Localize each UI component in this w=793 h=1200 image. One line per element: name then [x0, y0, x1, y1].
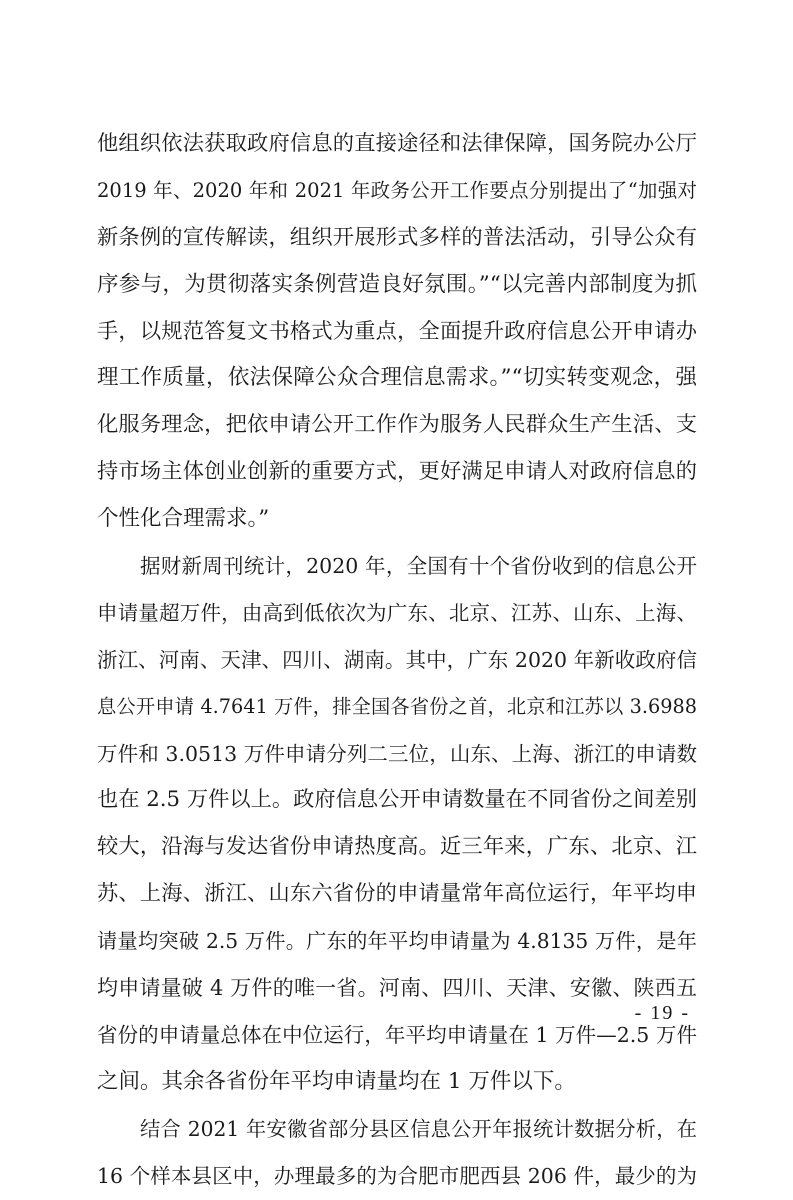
paragraph-2-line-11: 省份的申请量总体在中位运行，年平均申请量在 1 万件—2.5 万件 — [97, 1022, 697, 1047]
paragraph-2-line-9: 请量均突破 2.5 万件。广东的年平均申请量为 4.8135 万件，是年 — [97, 929, 697, 954]
paragraph-1-line-1: 他组织依法获取政府信息的直接途径和法律保障，国务院办公厅 — [97, 131, 697, 156]
page-number: - 19 - — [634, 1002, 690, 1024]
paragraph-1-line-6: 理工作质量，依法保障公众合理信息需求。”“切实转变观念，强 — [97, 365, 697, 391]
paragraph-2-line-3: 浙江、河南、天津、四川、湖南。其中，广东 2020 年新收政府信 — [97, 647, 697, 672]
paragraph-1-line-9: 个性化合理需求。” — [97, 506, 270, 532]
paragraph-2-line-1: 据财新周刊统计，2020 年，全国有十个省份收到的信息公开 — [140, 554, 697, 579]
paragraph-2-line-6: 也在 2.5 万件以上。政府信息公开申请数量在不同省份之间差别 — [97, 787, 697, 813]
paragraph-2-line-10: 均申请量破 4 万件的唯一省。河南、四川、天津、安徽、陕西五 — [97, 976, 697, 1001]
body-text — [97, 121, 697, 1199]
paragraph-1-line-4: 序参与，为贯彻落实条例营造良好氛围。”“以完善内部制度为抓 — [97, 271, 697, 297]
paragraph-2-line-5: 万件和 3.0513 万件申请分列二三位，山东、上海、浙江的申请数 — [97, 741, 697, 766]
paragraph-1-line-3: 新条例的宣传解读，组织开展形式多样的普法活动，引导公众有 — [97, 224, 697, 250]
paragraph-3-line-2: 16 个样本县区中，办理最多的为合肥市肥西县 206 件，最少的为 — [97, 1163, 697, 1188]
paragraph-2-line-4: 息公开申请 4.7641 万件，排全国各省份之首，北京和江苏以 3.6988 — [97, 694, 697, 718]
paragraph-1-line-8: 持市场主体创业创新的重要方式，更好满足申请人对政府信息的 — [97, 459, 697, 485]
paragraph-2-line-12: 之间。其余各省份年平均申请量均在 1 万件以下。 — [97, 1068, 576, 1094]
paragraph-2-line-2: 申请量超万件，由高到低依次为广东、北京、江苏、山东、上海、 — [97, 600, 697, 625]
paragraph-2-line-7: 较大，沿海与发达省份申请热度高。近三年来，广东、北京、江 — [97, 834, 697, 860]
paragraph-1-line-2: 2019 年、2020 年和 2021 年政务公开工作要点分别提出了“加强对 — [97, 178, 697, 202]
paragraph-3-line-1: 结合 2021 年安徽省部分县区信息公开年报统计数据分析，在 — [140, 1116, 697, 1141]
paragraph-1-line-7: 化服务理念，把依申请公开工作作为服务人民群众生产生活、支 — [97, 412, 697, 438]
paragraph-2-line-8: 苏、上海、浙江、山东六省份的申请量常年高位运行，年平均申 — [97, 881, 697, 907]
paragraph-1-line-5: 手，以规范答复文书格式为重点，全面提升政府信息公开申请办 — [97, 318, 697, 344]
